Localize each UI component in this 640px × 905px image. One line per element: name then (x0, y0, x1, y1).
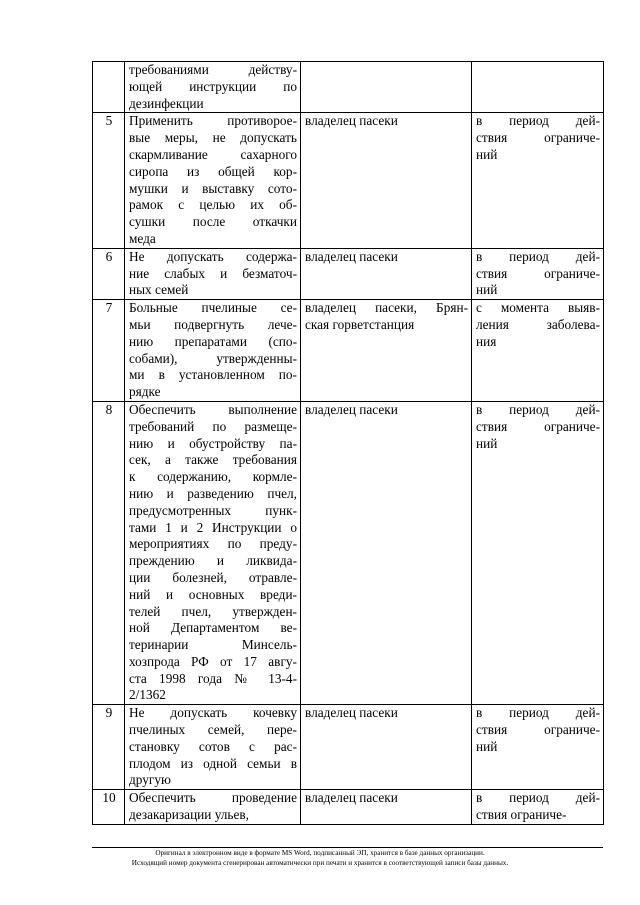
action-cell-line: вые меры, не допускать (129, 130, 297, 146)
row-number: 7 (93, 300, 125, 402)
action-cell-line: ми в установленном по- (129, 367, 297, 383)
action-cell-line: ных семей (129, 282, 189, 298)
action-cell-line: Применить противорое- (129, 113, 297, 129)
action-cell-line: мероприятиях по преду- (129, 536, 297, 552)
responsible-cell (301, 62, 472, 113)
term-cell-line: в период дей- (476, 113, 600, 129)
action-cell-line: Не допускать содержа- (129, 248, 297, 264)
responsible-cell-line: владелец пасеки, Брян- (305, 300, 468, 316)
action-cell-line: 2/1362 (129, 687, 166, 703)
table-row (93, 62, 604, 113)
term-cell-line: ний (476, 435, 498, 451)
action-cell-line: сушки после откачки (129, 214, 297, 230)
footer-line-1: Оригинал в электронном виде в формате MS Word, подписанный ЭП, хранится в базе данных организации. (155, 849, 485, 857)
row-number: 6 (93, 248, 125, 299)
responsible-cell (301, 113, 472, 248)
term-cell-line: ствия ограниче- (476, 807, 567, 823)
responsible-cell-line: владелец пасеки (305, 401, 398, 417)
action-cell (125, 300, 301, 402)
responsible-cell-line: владелец пасеки (305, 113, 398, 129)
responsible-cell-line (305, 62, 468, 79)
action-cell-line: ции болезней, отравле- (129, 569, 297, 585)
table-row (93, 300, 604, 402)
footer-line-2: Исходящий номер документа сгенерирован автоматически при печати и хранится в соответствующей записи базы данных. (131, 859, 509, 867)
table-row (93, 705, 604, 790)
term-cell-line: ствия ограниче- (476, 265, 600, 281)
row-number (93, 62, 125, 113)
action-cell-line: пчелиных семей, пере- (129, 722, 297, 738)
responsible-cell (301, 705, 472, 790)
action-cell-line: ста 1998 года № 13-4- (129, 670, 297, 686)
table-row (93, 248, 604, 299)
action-cell-line: ной Департаментом ве- (129, 620, 297, 636)
term-cell-line: ствия ограниче- (476, 722, 600, 738)
row-number: 9 (93, 705, 125, 790)
term-cell-line: в период дей- (476, 401, 600, 417)
action-cell (125, 705, 301, 790)
table-row (93, 113, 604, 248)
term-cell (472, 401, 604, 704)
action-cell-line: требованиями действу- (129, 62, 297, 77)
term-cell-line: в период дей- (476, 248, 600, 264)
term-cell (472, 62, 604, 113)
action-cell-line: меда (129, 230, 156, 246)
term-cell (472, 248, 604, 299)
action-cell-line: рамок с целью их об- (129, 197, 297, 213)
action-cell-line: Не допускать кочевку (129, 705, 297, 721)
action-cell-line: ющей инструкции по (129, 78, 297, 94)
term-cell-line: в период дей- (476, 705, 600, 721)
action-cell-line: другую (129, 772, 171, 788)
responsible-cell-line: владелец пасеки (305, 705, 398, 721)
term-cell (472, 300, 604, 402)
table-row (93, 790, 604, 825)
action-cell (125, 113, 301, 248)
action-cell (125, 62, 301, 113)
action-cell-line: плодом из одной семьи в (129, 755, 297, 771)
responsible-cell (301, 248, 472, 299)
action-cell-line: становку сотов с рас- (129, 738, 297, 754)
responsible-cell-line: владелец пасеки (305, 790, 398, 806)
action-cell-line: дезакаризации ульев, (129, 807, 250, 823)
action-cell-line: нию и разведению пчел, (129, 485, 297, 501)
action-cell-line: Больные пчелиные се- (129, 300, 297, 316)
action-cell-line: рядке (129, 384, 161, 400)
action-cell-line: теринарии Минсель- (129, 637, 297, 653)
responsible-cell (301, 300, 472, 402)
term-cell-line: ствия ограниче- (476, 130, 600, 146)
action-cell-line: дезинфекции (129, 95, 204, 111)
term-cell-line: ний (476, 738, 498, 754)
action-cell-line: Обеспечить проведение (129, 790, 297, 806)
action-cell (125, 248, 301, 299)
term-cell (472, 790, 604, 825)
action-cell-line: собами), утвержденны- (129, 350, 297, 366)
action-cell-line: нию препаратами (спо- (129, 333, 297, 349)
responsible-cell (301, 790, 472, 825)
row-number: 5 (93, 113, 125, 248)
measures-table-body (93, 62, 604, 825)
action-cell (125, 401, 301, 704)
responsible-cell (301, 401, 472, 704)
term-cell-line: ний (476, 146, 498, 162)
action-cell-line: телей пчел, утвержден- (129, 603, 297, 619)
action-cell-line: к содержанию, кормле- (129, 469, 297, 485)
term-cell-line: ствия ограниче- (476, 418, 600, 434)
action-cell-line: Обеспечить выполнение (129, 401, 297, 417)
term-cell-line: ний (476, 282, 498, 298)
action-cell (125, 790, 301, 825)
action-cell-line: ние слабых и безматоч- (129, 265, 297, 281)
action-cell-line: хозпрода РФ от 17 авгу- (129, 653, 297, 669)
action-cell-line: преждению и ликвида- (129, 553, 297, 569)
term-cell (472, 705, 604, 790)
responsible-cell-line: владелец пасеки (305, 248, 398, 264)
action-cell-line: требований по размеще- (129, 418, 297, 434)
term-cell-line: с момента выяв- (476, 300, 600, 316)
action-cell-line: сиропа из общей кор- (129, 163, 297, 179)
action-cell-line: мьи подвергнуть лече- (129, 316, 297, 332)
term-cell-line: ния (476, 333, 497, 349)
row-number: 10 (93, 790, 125, 825)
action-cell-line: предусмотренных пунк- (129, 502, 297, 518)
action-cell-line: сек, а также требования (129, 452, 297, 468)
row-number: 8 (93, 401, 125, 704)
term-cell (472, 113, 604, 248)
action-cell-line: ний и основных вреди- (129, 586, 297, 602)
footer-divider (92, 847, 603, 848)
action-cell-line: тами 1 и 2 Инструкции о (129, 519, 297, 535)
responsible-cell-line: ская горветстанция (305, 316, 415, 332)
action-cell-line: нию и обустройству па- (129, 435, 297, 451)
term-cell-line: в период дей- (476, 790, 600, 806)
term-cell-line (476, 62, 600, 79)
action-cell-line: мушки и выставку сото- (129, 180, 297, 196)
term-cell-line: ления заболева- (476, 316, 600, 332)
action-cell-line: скармливание сахарного (129, 146, 297, 162)
measures-table (92, 61, 604, 825)
table-row (93, 401, 604, 704)
